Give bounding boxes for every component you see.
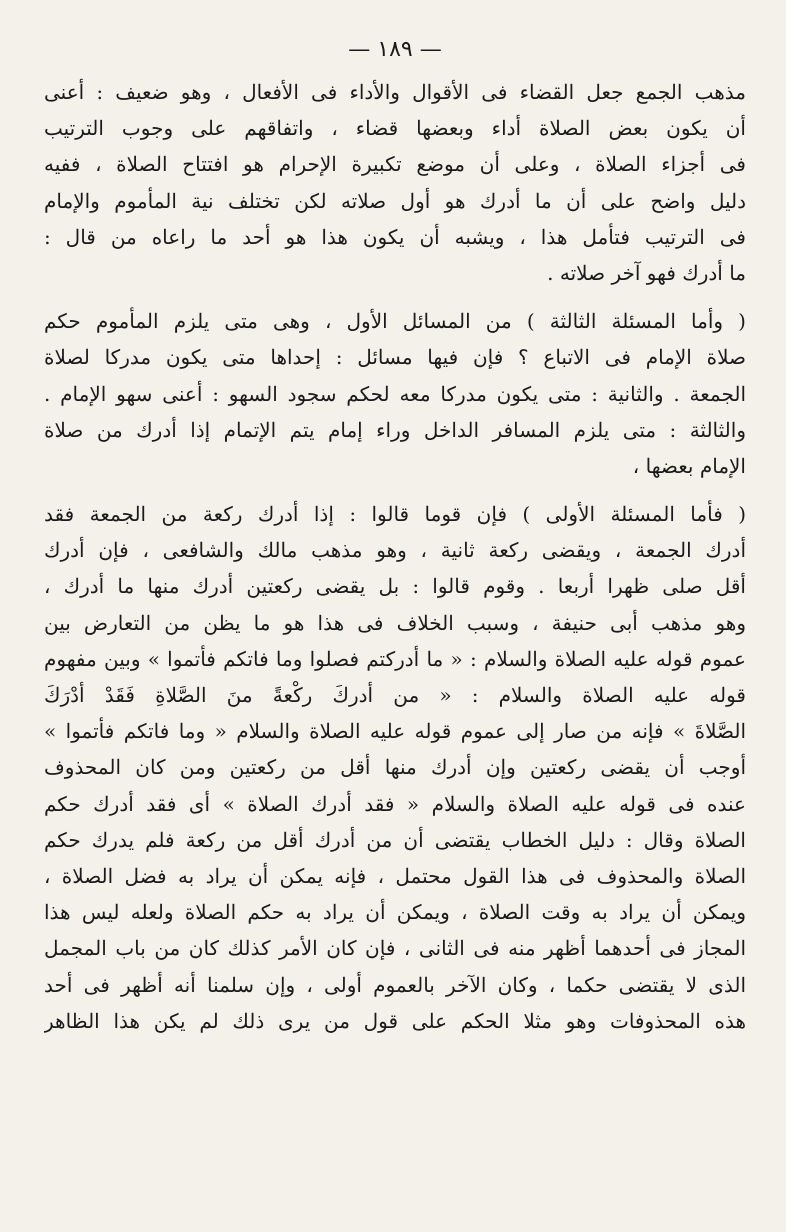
body-text bbox=[44, 74, 746, 1039]
paragraph-1 bbox=[44, 74, 746, 291]
text-line: الإمام بعضها ، bbox=[632, 453, 746, 478]
text-line: المجاز فى أحدهما أظهر منه فى الثانى ، فإن كان الأمر كذلك كان من باب المجمل bbox=[44, 936, 746, 961]
text-line: هذه المحذوفات وهو مثلا الحكم على قول من يرى ذلك لم يكن هذا الظاهر bbox=[44, 1008, 746, 1033]
text-line: قوله عليه الصلاة والسلام : « من أدركَ ركْعةً منَ الصَّلاةِ فَقَدْ أدْرَكَ bbox=[44, 683, 746, 707]
text-line: فى أجزاء الصلاة ، وعلى أن موضع تكبيرة الإحرام هو افتتاح الصلاة ، ففيه bbox=[44, 152, 746, 177]
text-line: الصَّلاةَ » فإنه من صار إلى عموم قوله عليه الصلاة والسلام « وما فاتكم فأتموا » bbox=[44, 719, 746, 744]
text-line: أقل صلى ظهرا أربعا . وقوم قالوا : بل يقضى ركعتين أدرك منها ما أدرك ، bbox=[44, 574, 746, 599]
paragraph-3 bbox=[44, 496, 746, 1039]
text-line: ( فأما المسئلة الأولى ) فإن قوما قالوا : إذا أدرك ركعة من الجمعة فقد bbox=[44, 502, 746, 527]
page-number: — ١٨٩ — bbox=[348, 37, 442, 62]
text-line: الصلاة وقال : دليل الخطاب يقتضى أن من أدرك أقل من ركعة فلم يدرك حكم bbox=[44, 827, 746, 852]
text-line: ( وأما المسئلة الثالثة ) من المسائل الأول ، وهى متى يلزم المأموم حكم bbox=[44, 309, 746, 334]
text-line: ما أدرك فهو آخر صلاته . bbox=[547, 260, 746, 285]
text-line: ويمكن أن يراد به وقت الصلاة ، ويمكن أن يراد به حكم الصلاة ولعله ليس هذا bbox=[44, 900, 746, 925]
text-line: وهو مذهب أبى حنيفة ، وسبب الخلاف فى هذا هو ما يظن من التعارض بين bbox=[44, 610, 746, 635]
text-line: أن يكون بعض الصلاة أداء وبعضها قضاء ، واتفاقهم على وجوب الترتيب bbox=[44, 116, 746, 141]
text-line: والثالثة : متى يلزم المسافر الداخل وراء إمام يتم الإتمام إذا أدرك من صلاة bbox=[44, 417, 746, 442]
paragraph-2 bbox=[44, 303, 746, 484]
text-line: فى الترتيب فتأمل هذا ، ويشبه أن يكون هذا هو أحد ما راعاه من قال : bbox=[44, 224, 746, 249]
text-line: مذهب الجمع جعل القضاء فى الأقوال والأداء فى الأفعال ، وهو ضعيف : أعنى bbox=[44, 80, 746, 104]
text-line: الجمعة . والثانية : متى يكون مدركا معه لحكم سجود السهو : أعنى سهو الإمام . bbox=[44, 381, 746, 406]
text-line: صلاة الإمام فى الاتباع ؟ فإن فيها مسائل : إحداها متى يكون مدركا لصلاة bbox=[44, 345, 746, 370]
text-line: عموم قوله عليه الصلاة والسلام : « ما أدركتم فصلوا وما فاتكم فأتموا » وبين مفهوم bbox=[44, 646, 746, 671]
text-line: دليل واضح على أن ما أدرك هو أول صلاته لكن تختلف نية المأموم والإمام bbox=[44, 188, 746, 213]
text-line: أدرك الجمعة ، ويقضى ركعة ثانية ، وهو مذهب مالك والشافعى ، فإن أدرك bbox=[44, 538, 746, 563]
paragraph-gap bbox=[44, 291, 746, 303]
text-line: الصلاة والمحذوف فى هذا القول محتمل ، فإنه يمكن أن يراد به فضل الصلاة ، bbox=[44, 863, 746, 888]
text-line: عنده فى قوله عليه الصلاة والسلام « فقد أدرك الصلاة » أى فقد أدرك حكم bbox=[44, 791, 746, 816]
text-line: الذى لا يقتضى حكما ، وكان الآخر بالعموم أولى ، وإن سلمنا أنه أظهر فى أحد bbox=[44, 972, 746, 997]
text-line: أوجب أن يقضى ركعتين وإن أدرك منها أقل من ركعتين ومن كان المحذوف bbox=[44, 755, 746, 780]
paragraph-gap bbox=[44, 484, 746, 496]
